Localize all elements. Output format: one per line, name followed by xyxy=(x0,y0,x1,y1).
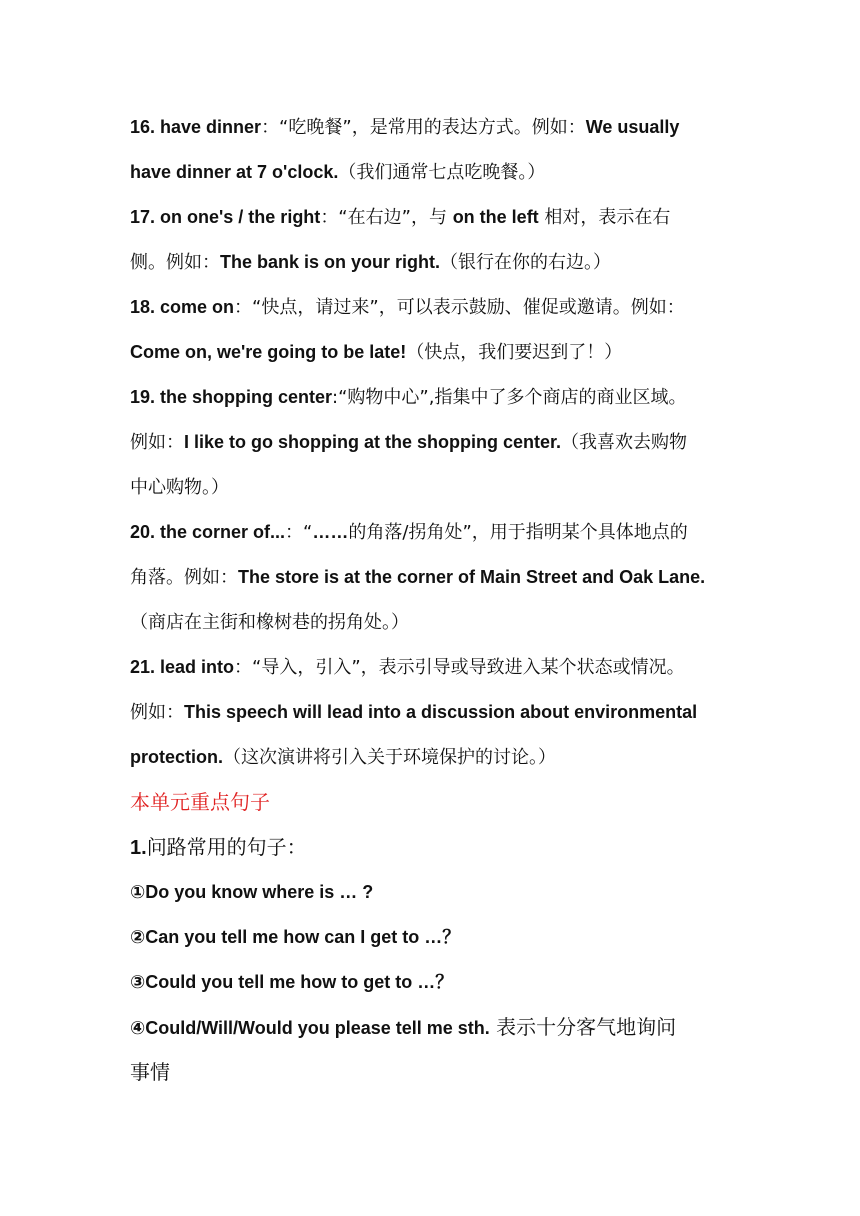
item-20-line-2: 角落。例如：The store is at the corner of Main Street and Oak Lane. xyxy=(130,567,706,588)
example-16: have dinner at 7 o'clock. xyxy=(130,162,339,182)
item-21-line-2: 例如：This speech will lead into a discussion about environmental xyxy=(130,702,698,723)
sentence-4-line-2: 事情 xyxy=(130,1060,170,1084)
phrase-17: 17. on one's / the right xyxy=(130,207,321,227)
example-18: Come on, we're going to be late! xyxy=(130,342,407,362)
example-17: The bank is on your right. xyxy=(220,252,441,272)
item-17-line-1: 17. on one's / the right：“在右边”，与 on the left 相对，表示在右 xyxy=(130,207,671,228)
item-21-line-3: protection.（这次演讲将引入关于环境保护的讨论。） xyxy=(130,747,556,768)
item-19-line-2: 例如：I like to go shopping at the shopping center.（我喜欢去购物 xyxy=(130,432,688,453)
sentence-4-line-1: ④Could/Will/Would you please tell me sth. 表示十分客气地询问 xyxy=(130,1015,677,1039)
item-20-line-3: （商店在主街和橡树巷的拐角处。） xyxy=(130,612,409,633)
example-20: The store is at the corner of Main Street and Oak Lane. xyxy=(238,567,706,587)
subheading: 1.问路常用的句子： xyxy=(130,835,307,859)
item-16-line-1: 16. have dinner：“吃晚餐”，是常用的表达方式。例如：We usually xyxy=(130,117,680,138)
item-16-line-2: have dinner at 7 o'clock.（我们通常七点吃晚餐。） xyxy=(130,162,546,183)
phrase-16: 16. have dinner xyxy=(130,117,262,137)
item-19-line-1: 19. the shopping center:“购物中心”,指集中了多个商店的商业区域。 xyxy=(130,387,687,408)
item-17-line-2: 侧。例如：The bank is on your right.（银行在你的右边。） xyxy=(130,252,612,273)
item-18-line-1: 18. come on：“快点，请过来”，可以表示鼓励、催促或邀请。例如： xyxy=(130,297,685,318)
item-20-line-1: 20. the corner of...：“……的角落/拐角处”，用于指明某个具体地点的 xyxy=(130,522,688,543)
sentence-3: ③Could you tell me how to get to …？ xyxy=(130,972,454,992)
phrase-18: 18. come on xyxy=(130,297,235,317)
sentence-2: ②Can you tell me how can I get to …？ xyxy=(130,927,461,947)
phrase-20: 20. the corner of... xyxy=(130,522,286,542)
phrase-19: 19. the shopping center xyxy=(130,387,333,407)
item-19-line-3: 中心购物。） xyxy=(130,477,229,498)
phrase-21: 21. lead into xyxy=(130,657,235,677)
sentence-1: ①Do you know where is … ? xyxy=(130,882,374,902)
item-21-line-1: 21. lead into：“导入，引入”，表示引导或导致进入某个状态或情况。 xyxy=(130,657,685,678)
example-21: This speech will lead into a discussion about environmental xyxy=(184,702,698,722)
example-19: I like to go shopping at the shopping center. xyxy=(184,432,562,452)
section-title: 本单元重点句子 xyxy=(130,790,270,814)
document-page xyxy=(130,105,732,1095)
item-18-line-2: Come on, we're going to be late!（快点，我们要迟到了！） xyxy=(130,342,623,363)
